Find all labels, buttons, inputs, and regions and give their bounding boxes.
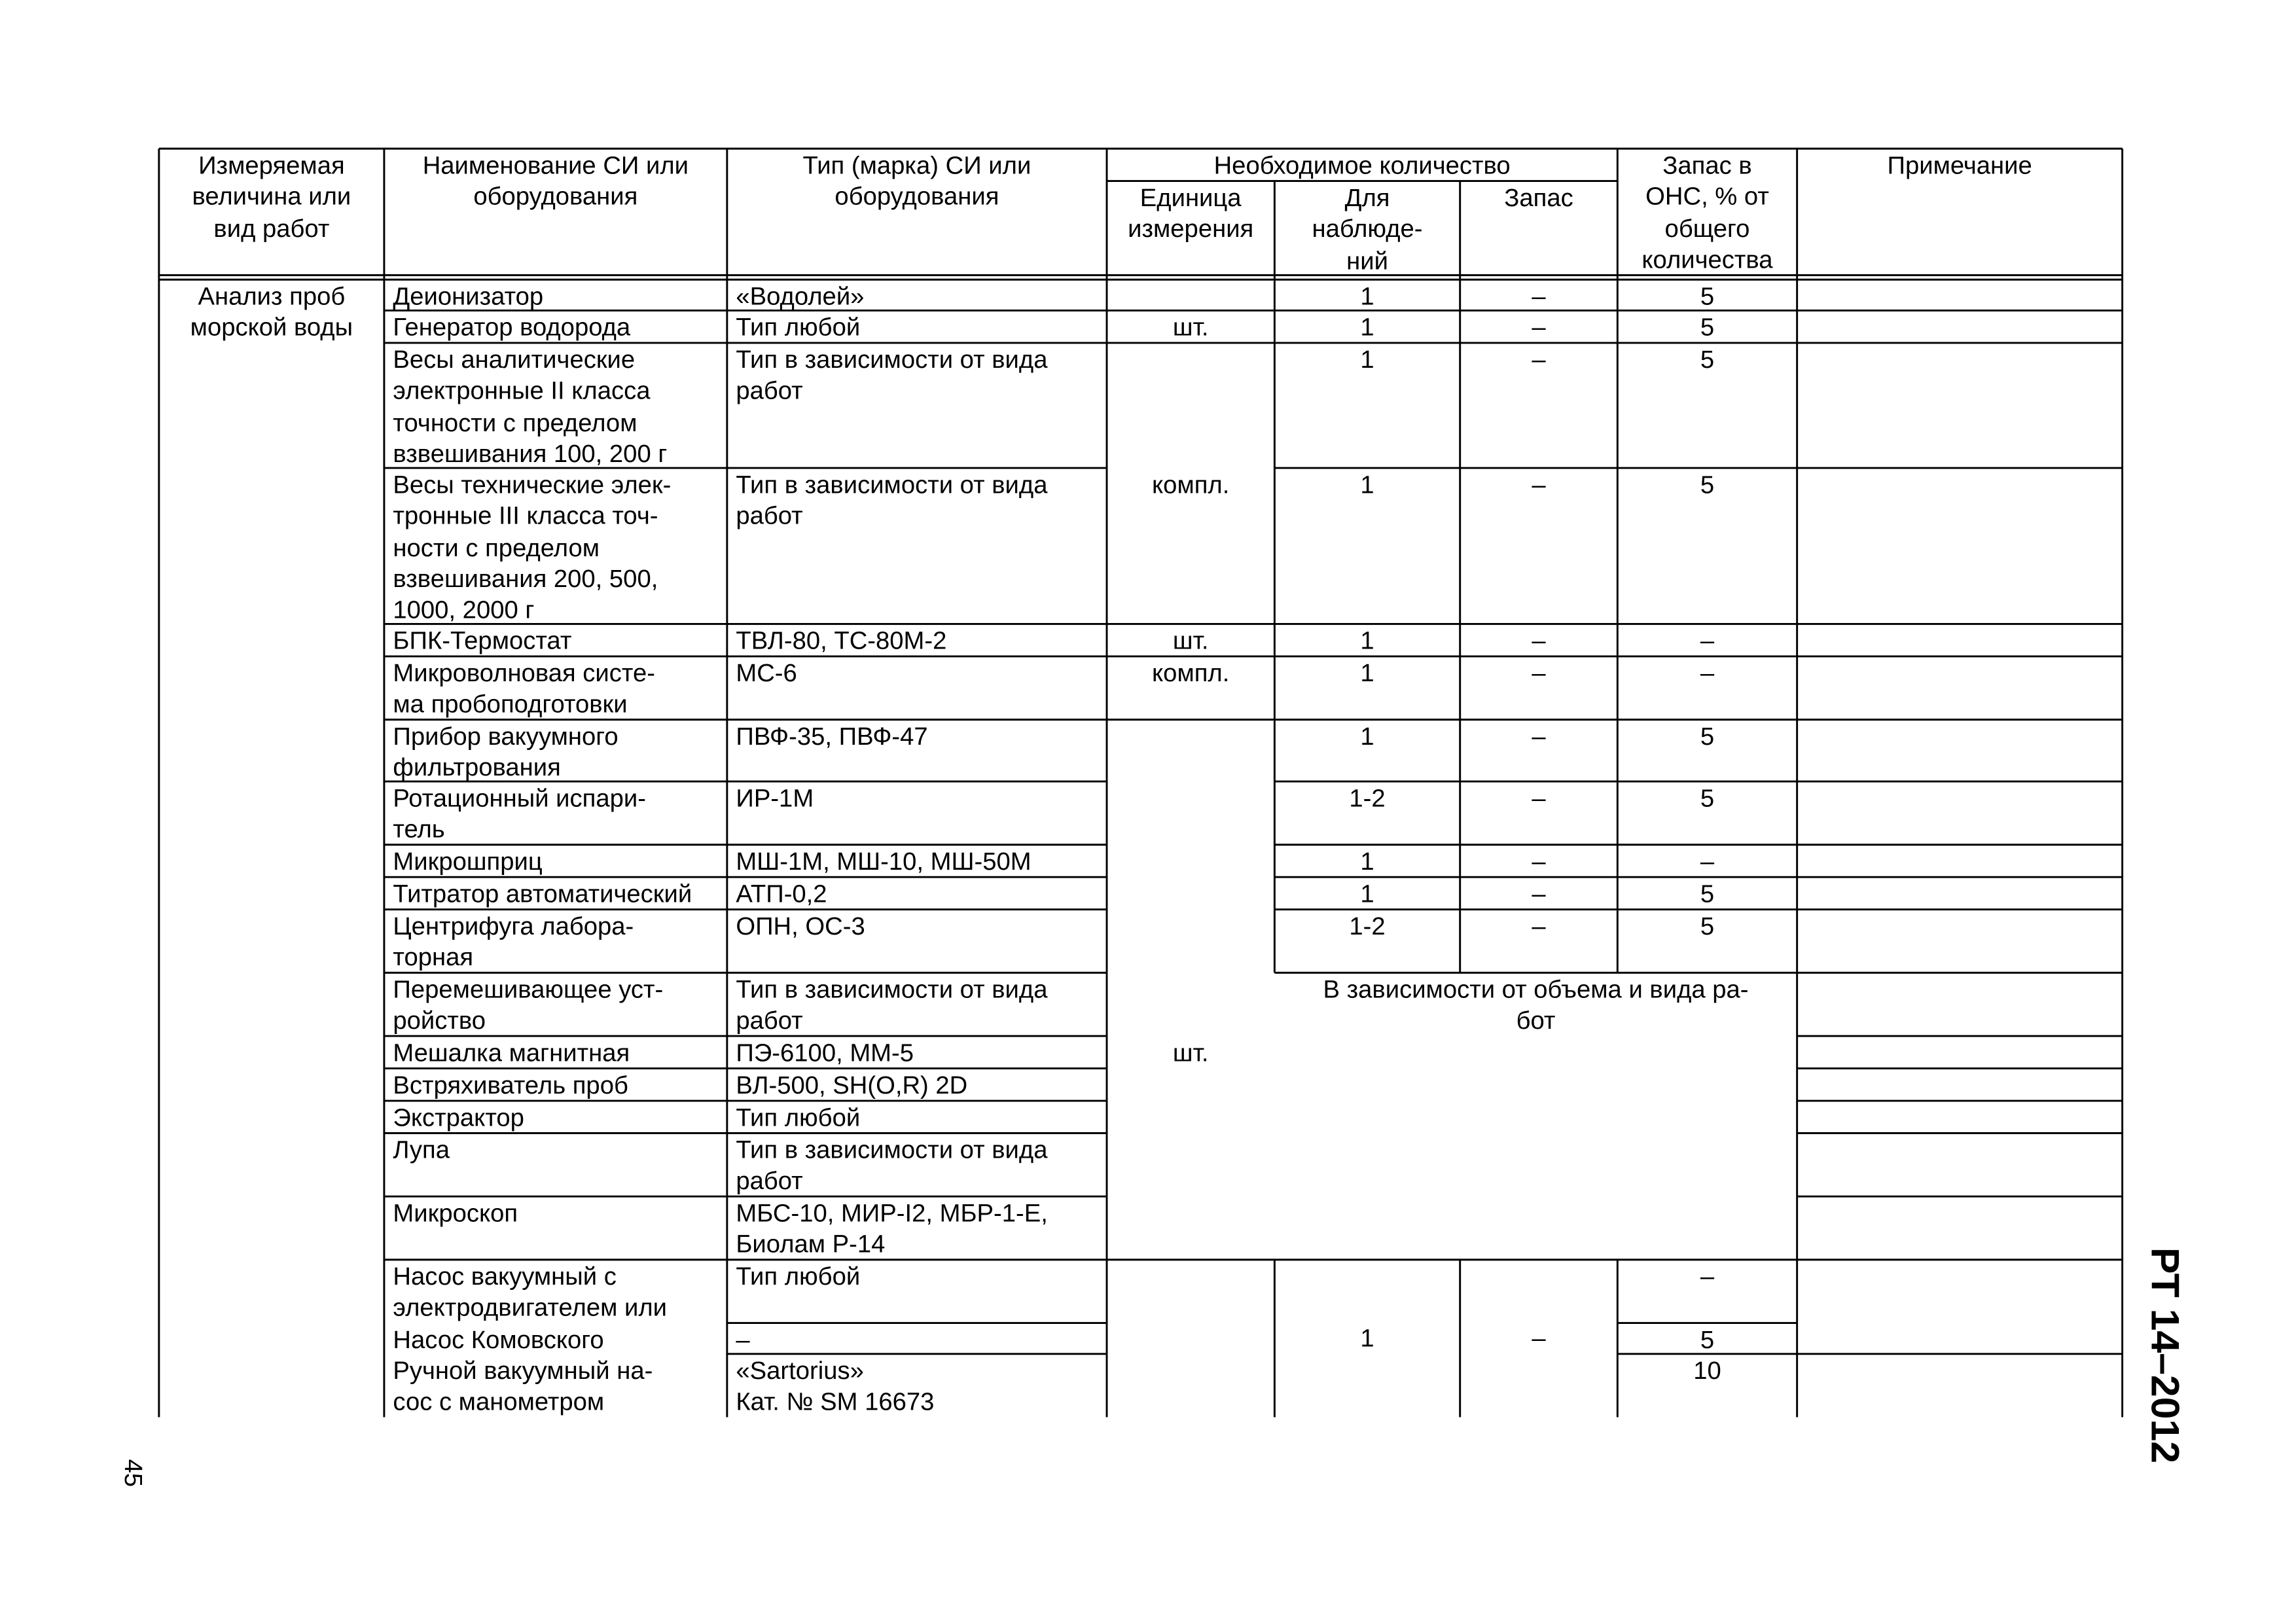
cell-obs: 1-2	[1349, 784, 1386, 813]
cell-ons: 5	[1700, 722, 1715, 751]
cell-ons: 5	[1700, 880, 1715, 908]
cell-name: Микроволновая систе- ма пробоподготовки	[393, 659, 655, 719]
cell-obs: 1	[1360, 626, 1374, 655]
cell-type: ПЭ-6100, ММ-5	[736, 1039, 914, 1067]
cell-type: Тип в зависимости от вида работ	[736, 471, 1048, 531]
cell-obs: 1-2	[1349, 912, 1386, 940]
unit-sht-merged: шт.	[1172, 1039, 1209, 1067]
cell-type: Тип любой	[736, 1103, 861, 1132]
cell-name: Деионизатор	[393, 282, 544, 311]
cell-ons: 5	[1700, 471, 1715, 499]
header-measured: Измеряемая величина или вид работ	[192, 151, 351, 243]
cell-obs: 1	[1360, 313, 1374, 342]
cell-type: МБС-10, МИР-I2, МБР-1-Е, Биолам Р-14	[736, 1199, 1048, 1259]
cell-obs: 1	[1360, 659, 1374, 688]
cell-type: Тип любой	[736, 313, 861, 342]
cell-type: Тип в зависимости от вида работ	[736, 346, 1048, 406]
cell-ons: –	[1700, 659, 1715, 688]
cell-name: Лупа	[393, 1135, 450, 1164]
cell-obs: 1	[1360, 847, 1374, 876]
cell-name: Мешалка магнитная	[393, 1039, 630, 1067]
cell-type: МС-6	[736, 659, 797, 688]
cell-type: «Водолей»	[736, 282, 865, 311]
header-unit: Единица измерения	[1128, 184, 1254, 243]
header-for-observations: Для наблюде- ний	[1312, 184, 1423, 275]
cell-reserve: –	[1532, 784, 1546, 813]
cell-obs: 1	[1360, 471, 1374, 499]
header-required-qty: Необходимое количество	[1213, 151, 1511, 180]
pump-reserve: –	[1532, 1324, 1546, 1353]
cell-name: Генератор водорода	[393, 313, 631, 342]
cell-unit: компл.	[1152, 659, 1230, 688]
cell-reserve: –	[1532, 346, 1546, 374]
cell-type: ВЛ-500, SH(O,R) 2D	[736, 1071, 968, 1099]
cell-name: Прибор вакуумного фильтрования	[393, 722, 619, 782]
cell-ons: 5	[1700, 313, 1715, 342]
cell-name: Весы технические элек- тронные III класса точ- ности с пределом взвешивания 200, 500, 1000, 2000 г	[393, 471, 672, 624]
cell-type: МШ-1М, МШ-10, МШ-50М	[736, 847, 1031, 876]
unit-kompl-merged: компл.	[1152, 471, 1230, 499]
cell-type: Тип в зависимости от вида работ	[736, 975, 1048, 1035]
cell-name: Микроскоп	[393, 1199, 518, 1228]
cell-ons: –	[1700, 847, 1715, 876]
cell-type: Тип в зависимости от вида работ	[736, 1135, 1048, 1196]
cell-reserve: –	[1532, 282, 1546, 311]
header-reserve: Запас	[1504, 184, 1573, 212]
cell-reserve: –	[1532, 626, 1546, 655]
cell-reserve: –	[1532, 912, 1546, 940]
cell-type: ИР-1М	[736, 784, 814, 813]
cell-reserve: –	[1532, 847, 1546, 876]
cell-type: Тип любой	[736, 1262, 861, 1291]
cell-reserve: –	[1532, 471, 1546, 499]
cell-ons: 5	[1700, 784, 1715, 813]
group-label: Анализ проб морской воды	[190, 282, 353, 342]
cell-type: ПВФ-35, ПВФ-47	[736, 722, 928, 751]
cell-name: Встряхиватель проб	[393, 1071, 628, 1099]
cell-reserve: –	[1532, 722, 1546, 751]
cell-obs: 1	[1360, 346, 1374, 374]
cell-name: БПК-Термостат	[393, 626, 572, 655]
cell-obs: 1	[1360, 282, 1374, 311]
cell-ons: 5	[1700, 346, 1715, 374]
page-number: 45	[119, 1459, 147, 1488]
cell-name: Микрошприц	[393, 847, 543, 876]
cell-reserve: –	[1532, 880, 1546, 908]
header-name: Наименование СИ или оборудования	[422, 151, 689, 211]
cell-type: АТП-0,2	[736, 880, 827, 908]
cell-name: Центрифуга лабора- торная	[393, 912, 634, 972]
cell-unit: шт.	[1172, 313, 1209, 342]
cell-obs: 1	[1360, 880, 1374, 908]
cell-type: ТВЛ-80, ТС-80М-2	[736, 626, 947, 655]
cell-name: Титратор автоматический	[393, 880, 692, 908]
cell-ons: 5	[1700, 912, 1715, 940]
cell-reserve: –	[1532, 313, 1546, 342]
cell-ons: –	[1700, 626, 1715, 655]
cell-name: Экстрактор	[393, 1103, 524, 1132]
pump-obs: 1	[1360, 1324, 1374, 1353]
cell-name: Весы аналитические электронные II класса точности с пределом взвешивания 100, 200 г	[393, 346, 668, 468]
cell-type: «Sartorius» Кат. № SM 16673	[736, 1357, 935, 1416]
cell-name: Насос вакуумный с электродвигателем или	[393, 1262, 668, 1323]
cell-name: Ручной вакуумный на- сос с манометром	[393, 1357, 653, 1416]
cell-type: –	[736, 1326, 750, 1354]
cell-obs: 1	[1360, 722, 1374, 751]
cell-name: Насос Комовского	[393, 1326, 604, 1354]
document-code: РТ 14–2012	[2143, 1247, 2187, 1464]
cell-name: Перемешивающее уст- ройство	[393, 975, 664, 1035]
cell-reserve: –	[1532, 659, 1546, 688]
cell-ons: 5	[1700, 282, 1715, 311]
cell-name: Ротационный испари- тель	[393, 784, 646, 844]
header-ons-reserve: Запас в ОНС, % от общего количества	[1641, 151, 1773, 274]
cell-ons: 10	[1693, 1357, 1721, 1385]
header-note: Примечание	[1887, 151, 2032, 180]
cell-ons: 5	[1700, 1326, 1715, 1354]
cell-type: ОПН, ОС-3	[736, 912, 865, 940]
cell-ons: –	[1700, 1262, 1715, 1291]
depends-text: В зависимости от объема и вида ра- бот	[1323, 975, 1749, 1035]
header-type: Тип (марка) СИ или оборудования	[802, 151, 1031, 211]
cell-unit: шт.	[1172, 626, 1209, 655]
